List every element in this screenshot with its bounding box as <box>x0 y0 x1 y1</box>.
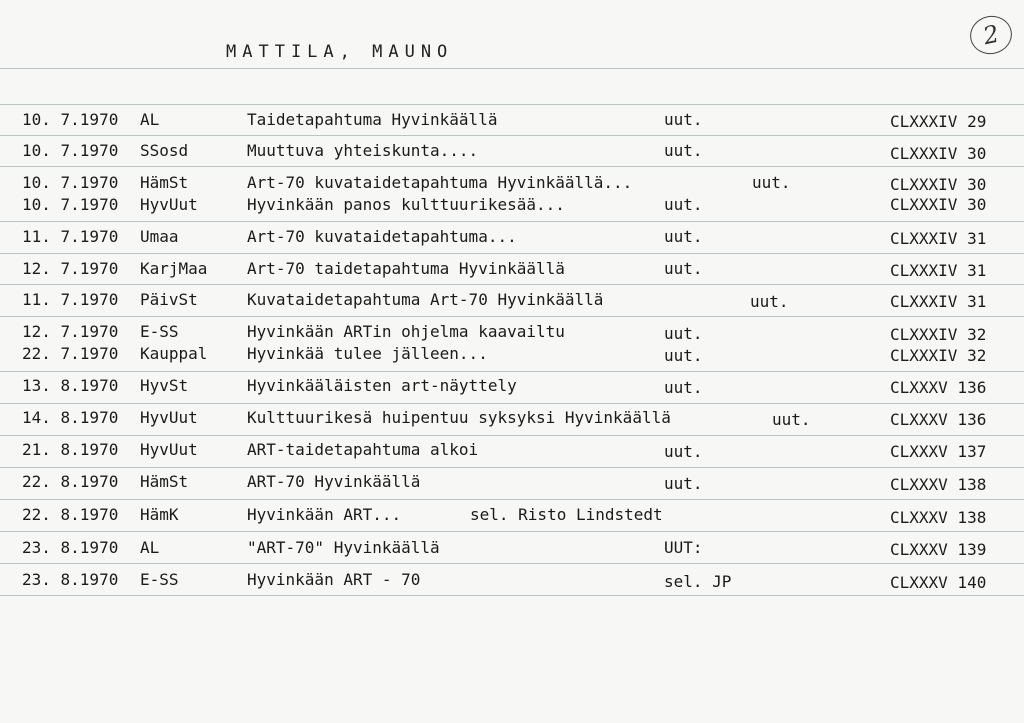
card-ruling <box>0 403 1024 404</box>
entry-type: uut. <box>664 195 703 214</box>
entry-title: Hyvinkään ART... <box>247 505 402 524</box>
entry-source: PäivSt <box>140 290 198 309</box>
entry-date: 10. 7.1970 <box>22 173 119 192</box>
entry-reference: CLXXXV 138 <box>890 508 987 527</box>
card-ruling <box>0 221 1024 222</box>
entry-title: ART-70 Hyvinkäällä <box>247 472 421 491</box>
card-entry <box>0 194 1024 216</box>
entry-reference: CLXXXV 136 <box>890 410 987 429</box>
entry-reference: CLXXXIV 31 <box>890 292 987 311</box>
entry-date: 22. 8.1970 <box>22 505 119 524</box>
entry-source: KarjMaa <box>140 259 208 278</box>
entry-source: E-SS <box>140 570 179 589</box>
entry-type: sel. Risto Lindstedt <box>470 505 663 524</box>
entry-type: uut. <box>664 141 703 160</box>
entry-reference: CLXXXIV 31 <box>890 261 987 280</box>
card-entry <box>0 321 1024 343</box>
card-entry <box>0 172 1024 194</box>
card-ruling <box>0 499 1024 500</box>
card-ruling <box>0 371 1024 372</box>
card-ruling <box>0 595 1024 596</box>
entry-type: uut. <box>664 227 703 246</box>
entry-type: uut. <box>664 259 703 278</box>
card-ruling <box>0 68 1024 69</box>
entry-title: "ART-70" Hyvinkäällä <box>247 538 440 557</box>
entry-date: 23. 8.1970 <box>22 570 119 589</box>
entry-date: 22. 7.1970 <box>22 344 119 363</box>
card-ruling <box>0 563 1024 564</box>
entry-type: uut. <box>664 324 703 343</box>
entry-type: uut. <box>664 474 703 493</box>
entry-title: Art-70 taidetapahtuma Hyvinkäällä <box>247 259 565 278</box>
entry-reference: CLXXXV 138 <box>890 475 987 494</box>
entry-type: uut. <box>772 410 811 429</box>
entry-source: HämK <box>140 505 179 524</box>
entry-reference: CLXXXV 140 <box>890 573 987 592</box>
entry-title: Muuttuva yhteiskunta.... <box>247 141 479 160</box>
card-entry <box>0 226 1024 248</box>
entry-source: HämSt <box>140 173 189 192</box>
card-entry <box>0 140 1024 162</box>
entry-title: Hyvinkään panos kulttuurikesää... <box>247 195 565 214</box>
entry-type: uut. <box>664 442 703 461</box>
entry-date: 12. 7.1970 <box>22 259 119 278</box>
card-ruling <box>0 284 1024 285</box>
card-heading: MATTILA, MAUNO <box>226 42 454 62</box>
entry-source: HyvUut <box>140 195 198 214</box>
entry-reference: CLXXXV 136 <box>890 378 987 397</box>
entry-date: 13. 8.1970 <box>22 376 119 395</box>
entry-source: HämSt <box>140 472 189 491</box>
entry-source: Umaa <box>140 227 179 246</box>
entry-reference: CLXXXIV 29 <box>890 112 987 131</box>
entry-title: Taidetapahtuma Hyvinkäällä <box>247 110 498 129</box>
entry-source: HyvSt <box>140 376 189 395</box>
entry-source: AL <box>140 538 160 557</box>
entry-title: Hyvinkään ART - 70 <box>247 570 421 589</box>
entry-title: Kuvataidetapahtuma Art-70 Hyvinkäällä <box>247 290 604 309</box>
entry-date: 11. 7.1970 <box>22 290 119 309</box>
card-ruling <box>0 166 1024 167</box>
entry-date: 23. 8.1970 <box>22 538 119 557</box>
entry-title: Kulttuurikesä huipentuu syksyksi Hyvinkäällä <box>247 408 671 427</box>
entry-reference: CLXXXIV 30 <box>890 195 987 214</box>
entry-type: UUT: <box>664 538 703 557</box>
entry-date: 14. 8.1970 <box>22 408 119 427</box>
card-ruling <box>0 316 1024 317</box>
card-entry <box>0 439 1024 461</box>
entry-reference: CLXXXV 139 <box>890 540 987 559</box>
entry-type: uut. <box>752 173 791 192</box>
entry-type: uut. <box>664 378 703 397</box>
entry-source: HyvUut <box>140 408 198 427</box>
entry-date: 10. 7.1970 <box>22 195 119 214</box>
entry-title: Hyvinkää tulee jälleen... <box>247 344 488 363</box>
entry-source: AL <box>140 110 160 129</box>
entry-reference: CLXXXIV 30 <box>890 175 987 194</box>
entry-reference: CLXXXIV 31 <box>890 229 987 248</box>
card-entry <box>0 258 1024 280</box>
entry-date: 21. 8.1970 <box>22 440 119 459</box>
card-ruling <box>0 253 1024 254</box>
entry-source: SSosd <box>140 141 189 160</box>
entry-source: E-SS <box>140 322 179 341</box>
entry-date: 10. 7.1970 <box>22 141 119 160</box>
entry-reference: CLXXXIV 32 <box>890 346 987 365</box>
entry-title: Art-70 kuvataidetapahtuma Hyvinkäällä... <box>247 173 633 192</box>
entry-type: sel. JP <box>664 572 732 591</box>
card-entry <box>0 375 1024 397</box>
entry-title: Art-70 kuvataidetapahtuma... <box>247 227 517 246</box>
entry-reference: CLXXXIV 32 <box>890 325 987 344</box>
entry-title: Hyvinkään ARTin ohjelma kaavailtu <box>247 322 565 341</box>
entry-type: uut. <box>664 346 703 365</box>
card-ruling <box>0 104 1024 105</box>
card-ruling <box>0 531 1024 532</box>
entry-date: 11. 7.1970 <box>22 227 119 246</box>
entry-type: uut. <box>664 110 703 129</box>
card-entry <box>0 343 1024 365</box>
card-ruling <box>0 135 1024 136</box>
card-entry <box>0 407 1024 429</box>
card-ruling <box>0 435 1024 436</box>
card-entry <box>0 569 1024 591</box>
page-number-circle <box>967 12 1016 58</box>
entry-title: ART-taidetapahtuma alkoi <box>247 440 479 459</box>
entry-reference: CLXXXV 137 <box>890 442 987 461</box>
card-entry <box>0 537 1024 559</box>
entry-source: Kauppal <box>140 344 208 363</box>
entry-reference: CLXXXIV 30 <box>890 144 987 163</box>
entry-type: uut. <box>750 292 789 311</box>
entry-source: HyvUut <box>140 440 198 459</box>
card-entry <box>0 471 1024 493</box>
entry-date: 10. 7.1970 <box>22 110 119 129</box>
card-entry <box>0 289 1024 311</box>
entry-date: 22. 8.1970 <box>22 472 119 491</box>
card-entry <box>0 109 1024 131</box>
page-number: 2 <box>980 19 1002 51</box>
entry-date: 12. 7.1970 <box>22 322 119 341</box>
card-entry <box>0 504 1024 526</box>
entry-title: Hyvinkääläisten art-näyttely <box>247 376 517 395</box>
card-ruling <box>0 467 1024 468</box>
